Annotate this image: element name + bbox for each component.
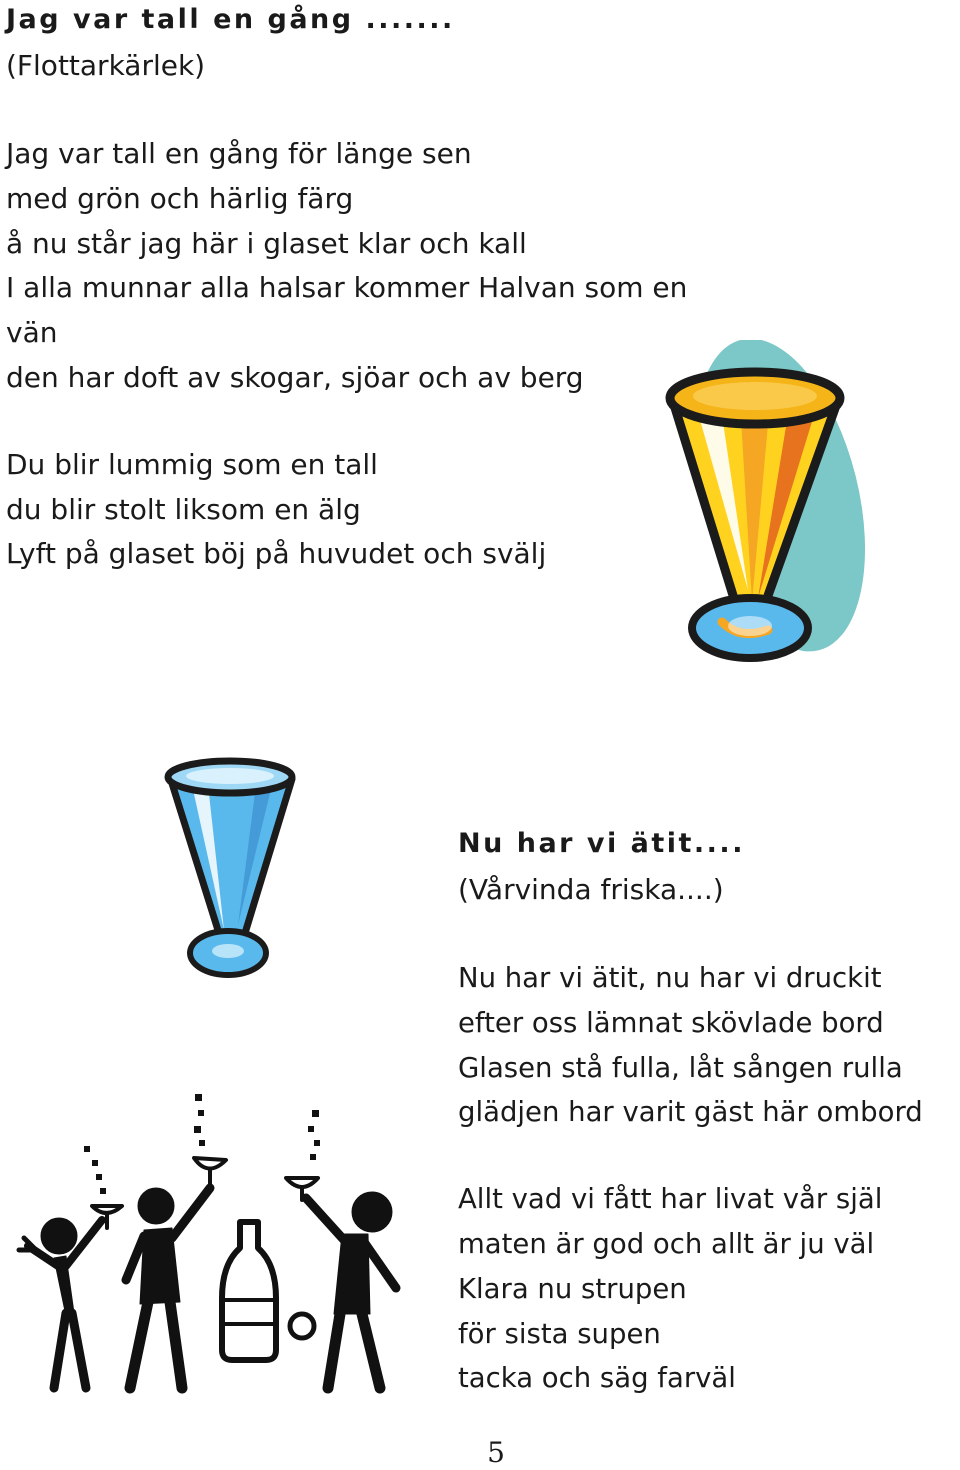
verse-line: den har doft av skogar, sjöar och av berg — [6, 360, 584, 394]
verse-line: I alla munnar alla halsar kommer Halvan som en — [6, 271, 688, 305]
verse-line: Lyft på glaset böj på huvudet och svälj — [6, 537, 547, 571]
song-title: Nu har vi ätit.... — [458, 828, 745, 859]
song-subtitle: (Flottarkärlek) — [6, 49, 206, 82]
verse-line: Nu har vi ätit, nu har vi druckit — [458, 962, 882, 994]
page-number: 5 — [487, 1436, 505, 1469]
verse-line: Allt vad vi fått har livat vår själ — [458, 1183, 883, 1216]
song-title: Jag var tall en gång ....... — [6, 4, 455, 35]
verse — [458, 956, 958, 1135]
song-nu-har-vi-atit — [458, 822, 958, 1401]
verse-line: med grön och härlig färg — [6, 181, 354, 215]
verse-line: vän — [6, 316, 58, 350]
verse-line: du blir stolt liksom en älg — [6, 492, 361, 526]
verse-line: glädjen har varit gäst här ombord — [458, 1096, 923, 1129]
verse-line: å nu står jag här i glaset klar och kall — [6, 226, 527, 260]
verse-line: tacka och säg farväl — [458, 1362, 736, 1395]
verse-line: Jag var tall en gång för länge sen — [6, 137, 472, 170]
full-schnapps-glass-icon — [640, 340, 865, 665]
verse — [458, 1177, 958, 1401]
empty-schnapps-glass-icon — [160, 755, 300, 985]
verse-line: för sista supen — [458, 1317, 661, 1350]
verse-line: efter oss lämnat skövlade bord — [458, 1006, 884, 1039]
verse-line: Du blir lummig som en tall — [6, 447, 378, 481]
verse-line: maten är god och allt är ju väl — [458, 1227, 875, 1260]
toasting-people-silhouette-icon — [14, 1088, 404, 1408]
verse-line: Glasen stå fulla, låt sången rulla — [458, 1051, 903, 1084]
verse-line: Klara nu strupen — [458, 1272, 687, 1305]
song-subtitle: (Vårvinda friska....) — [458, 873, 724, 906]
